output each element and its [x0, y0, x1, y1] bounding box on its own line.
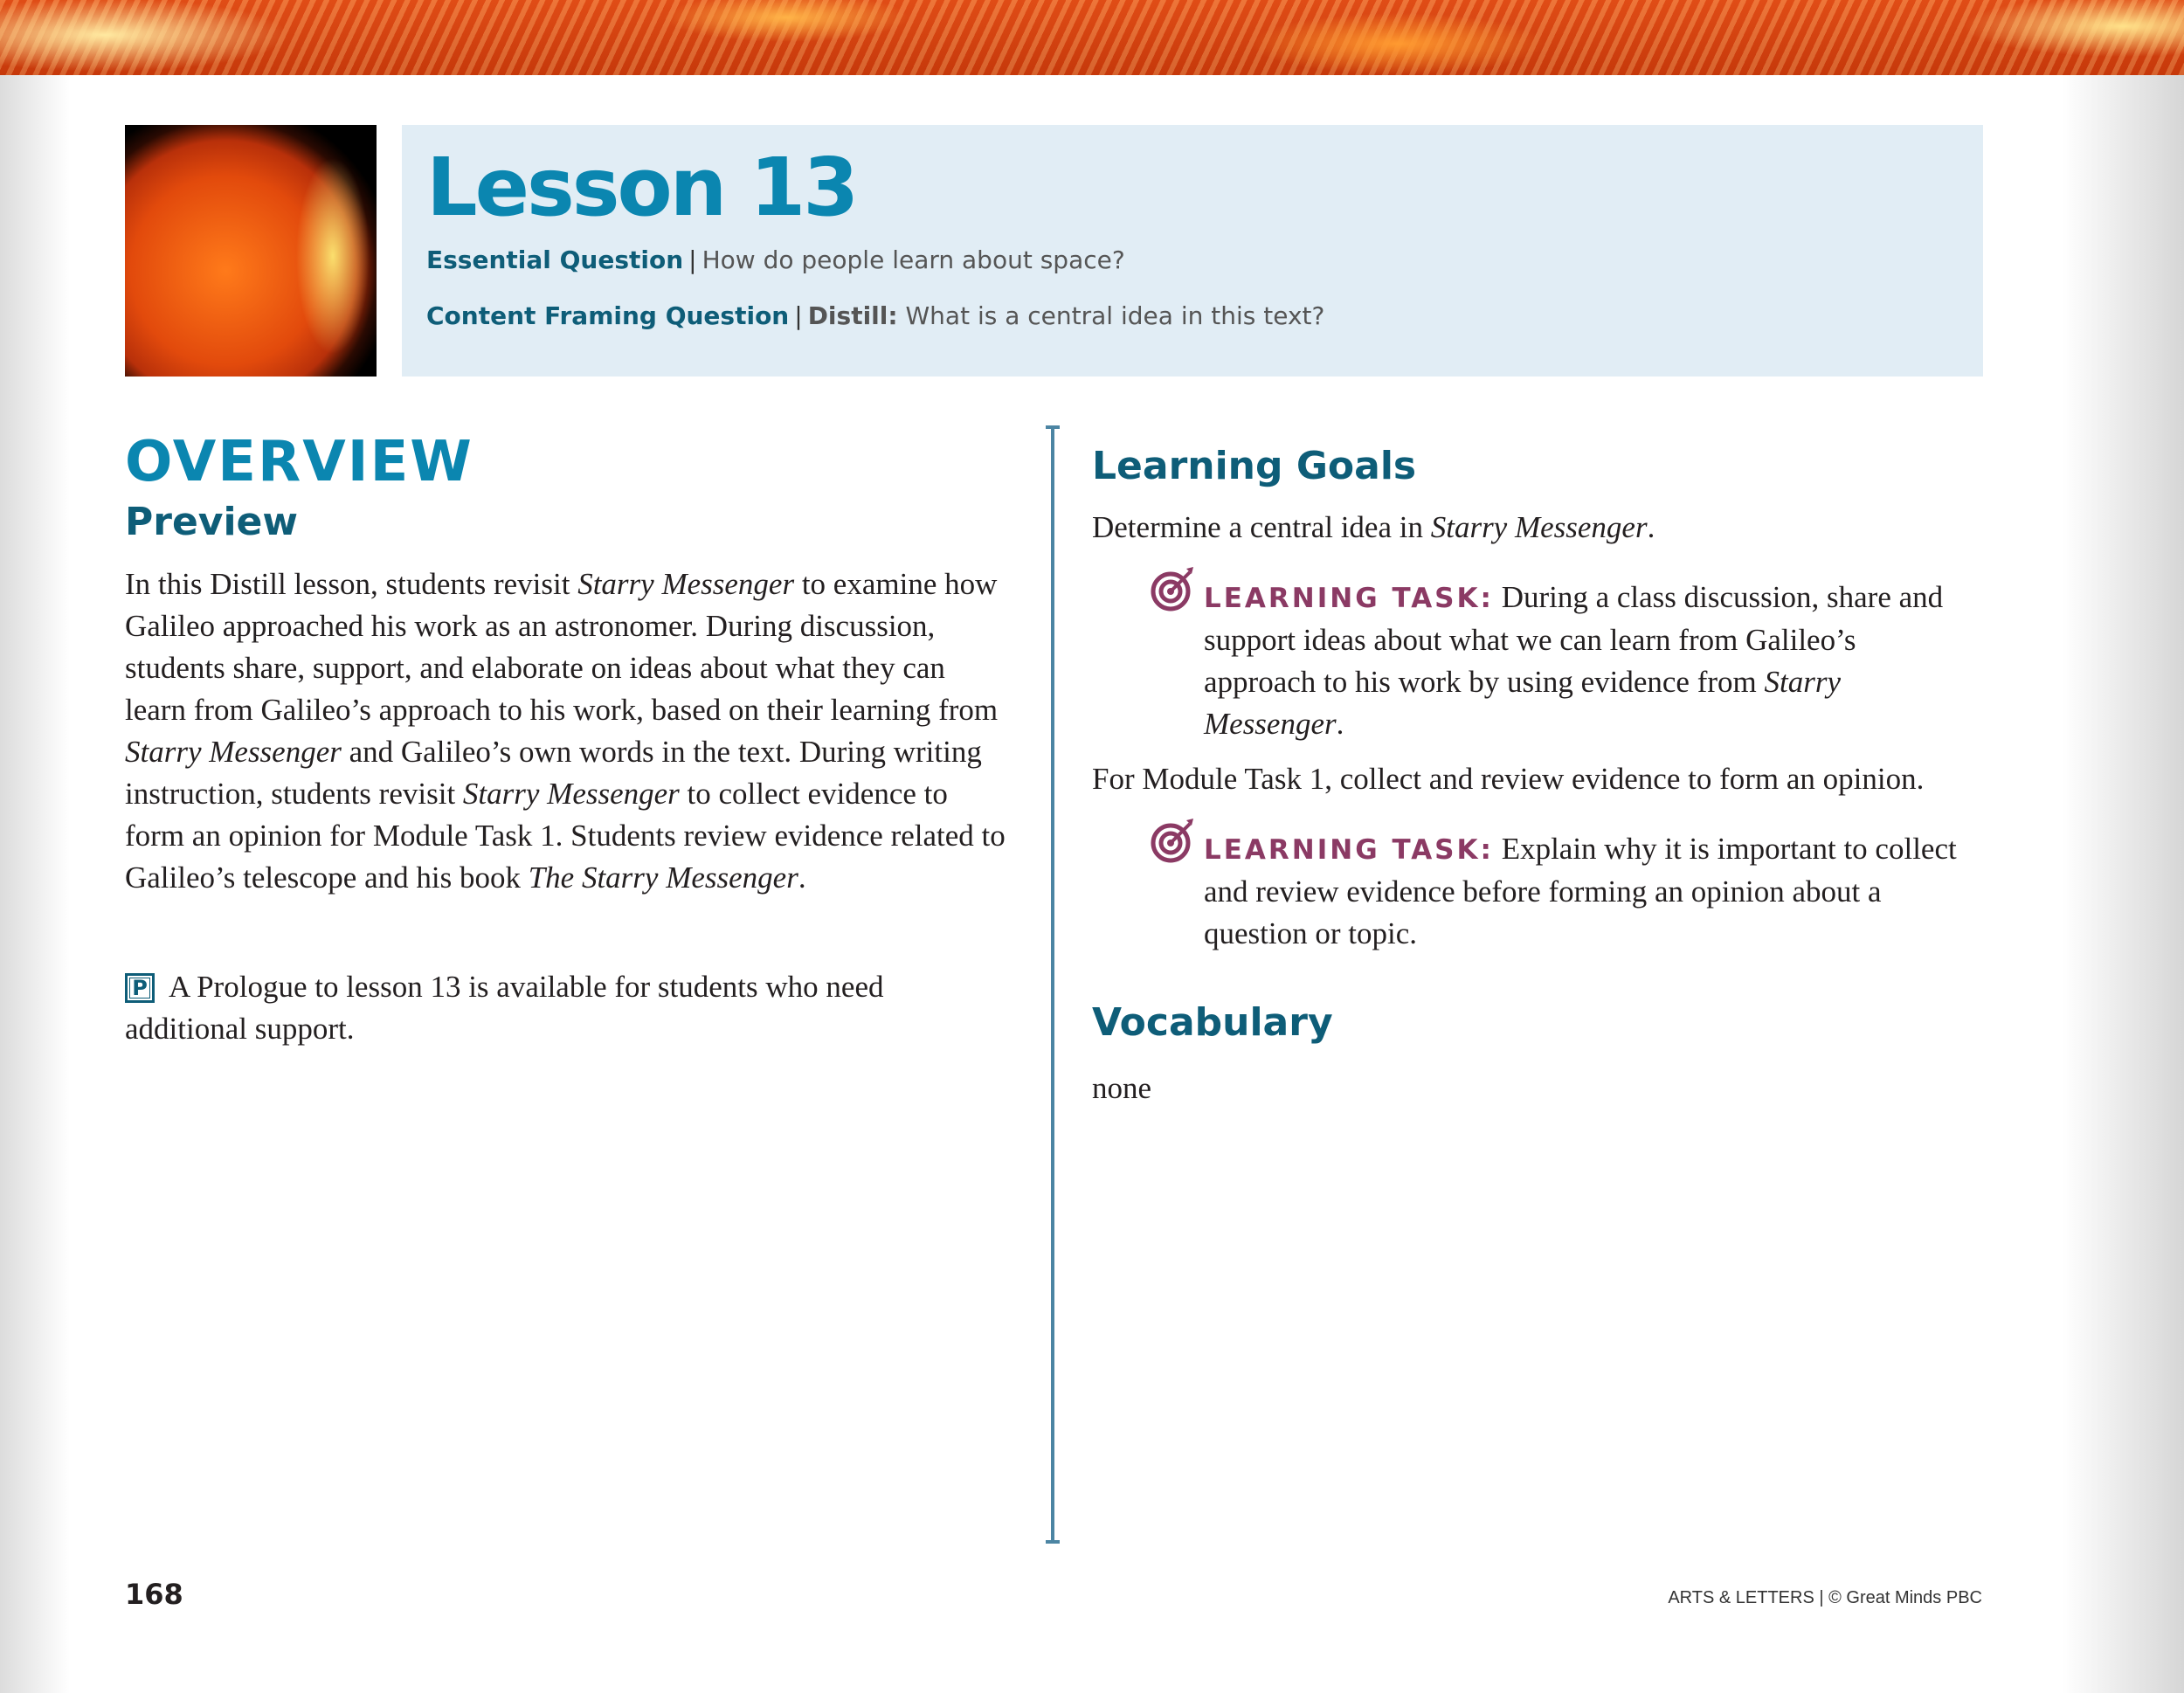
essential-question	[426, 245, 1125, 274]
prologue-text: A Prologue to lesson 13 is available for students who need additional support.	[125, 970, 884, 1046]
book-title: The Starry Messenger	[528, 860, 798, 895]
book-title: Starry Messenger	[125, 735, 342, 769]
learning-goal-1	[1092, 507, 1966, 549]
text-run: to examine how Galileo approached his work as an astronomer. During discussion, students share, support, and elaborate on ideas about what they can learn from Galileo’s approach to his work, based on their learning from	[125, 567, 999, 727]
essential-question-label: Essential Question	[426, 245, 684, 274]
text-run: and Galileo’s own words in the text. During writing instruction, students revisit	[125, 735, 982, 811]
text-run: Determine a central idea in	[1092, 510, 1431, 544]
text-run: to collect evidence to form an opinion for Module Task 1. Students review evidence related to Galileo’s telescope and his book	[125, 777, 1006, 895]
learning-task-label: LEARNING TASK:	[1204, 583, 1494, 614]
framing-question-text: What is a central idea in this text?	[905, 301, 1325, 330]
target-icon	[1150, 563, 1199, 612]
target-icon	[1150, 815, 1199, 864]
prologue-icon: P	[125, 973, 155, 1003]
footer-credit: ARTS & LETTERS | © Great Minds PBC	[1668, 1588, 1982, 1607]
framing-question-type: Distill:	[807, 301, 898, 330]
vocabulary-heading: Vocabulary	[1092, 1000, 1333, 1045]
sun-corona-glow	[202, 125, 377, 377]
book-title: Starry Messenger	[1204, 665, 1842, 741]
learning-goal-2: For Module Task 1, collect and review evidence to form an opinion.	[1092, 762, 1925, 796]
sun-thumbnail-image	[125, 125, 377, 377]
learning-task-1	[1204, 577, 1973, 745]
separator: |	[794, 301, 803, 330]
book-title: Starry Messenger	[577, 567, 795, 601]
book-title: Starry Messenger	[462, 777, 680, 811]
column-divider	[1051, 425, 1054, 1544]
page-edge-shade-right	[2062, 0, 2184, 1693]
learning-task-2	[1204, 828, 1973, 955]
page-number: 168	[125, 1578, 183, 1611]
preview-paragraph	[125, 563, 1007, 899]
framing-question-label: Content Framing Question	[426, 301, 790, 330]
overview-heading: OVERVIEW	[125, 430, 473, 494]
lesson-title: Lesson 13	[426, 141, 857, 234]
sun-banner-image	[0, 0, 2184, 75]
text-run: During a class discussion, share and support ideas about what we can learn from Galileo’s approach to his work by using evidence from	[1204, 580, 1944, 699]
learning-goals-heading: Learning Goals	[1092, 444, 1417, 488]
text-run: In this Distill lesson, students revisit	[125, 567, 578, 601]
separator: |	[688, 245, 697, 274]
content-framing-question	[426, 301, 1324, 330]
text-run: .	[1336, 707, 1344, 741]
page-edge-shade-left	[0, 0, 70, 1693]
book-title: Starry Messenger	[1430, 510, 1648, 544]
text-run: .	[1647, 510, 1655, 544]
essential-question-text: How do people learn about space?	[702, 245, 1125, 274]
preview-heading: Preview	[125, 500, 299, 544]
lesson-header	[402, 125, 1983, 377]
vocabulary-text: none	[1092, 1071, 1152, 1105]
learning-task-label: LEARNING TASK:	[1204, 834, 1494, 866]
text-run: .	[798, 860, 806, 895]
text-run: Explain why it is important to collect and review evidence before forming an opinion about a question or topic.	[1204, 832, 1957, 950]
prologue-note	[125, 966, 1007, 1050]
